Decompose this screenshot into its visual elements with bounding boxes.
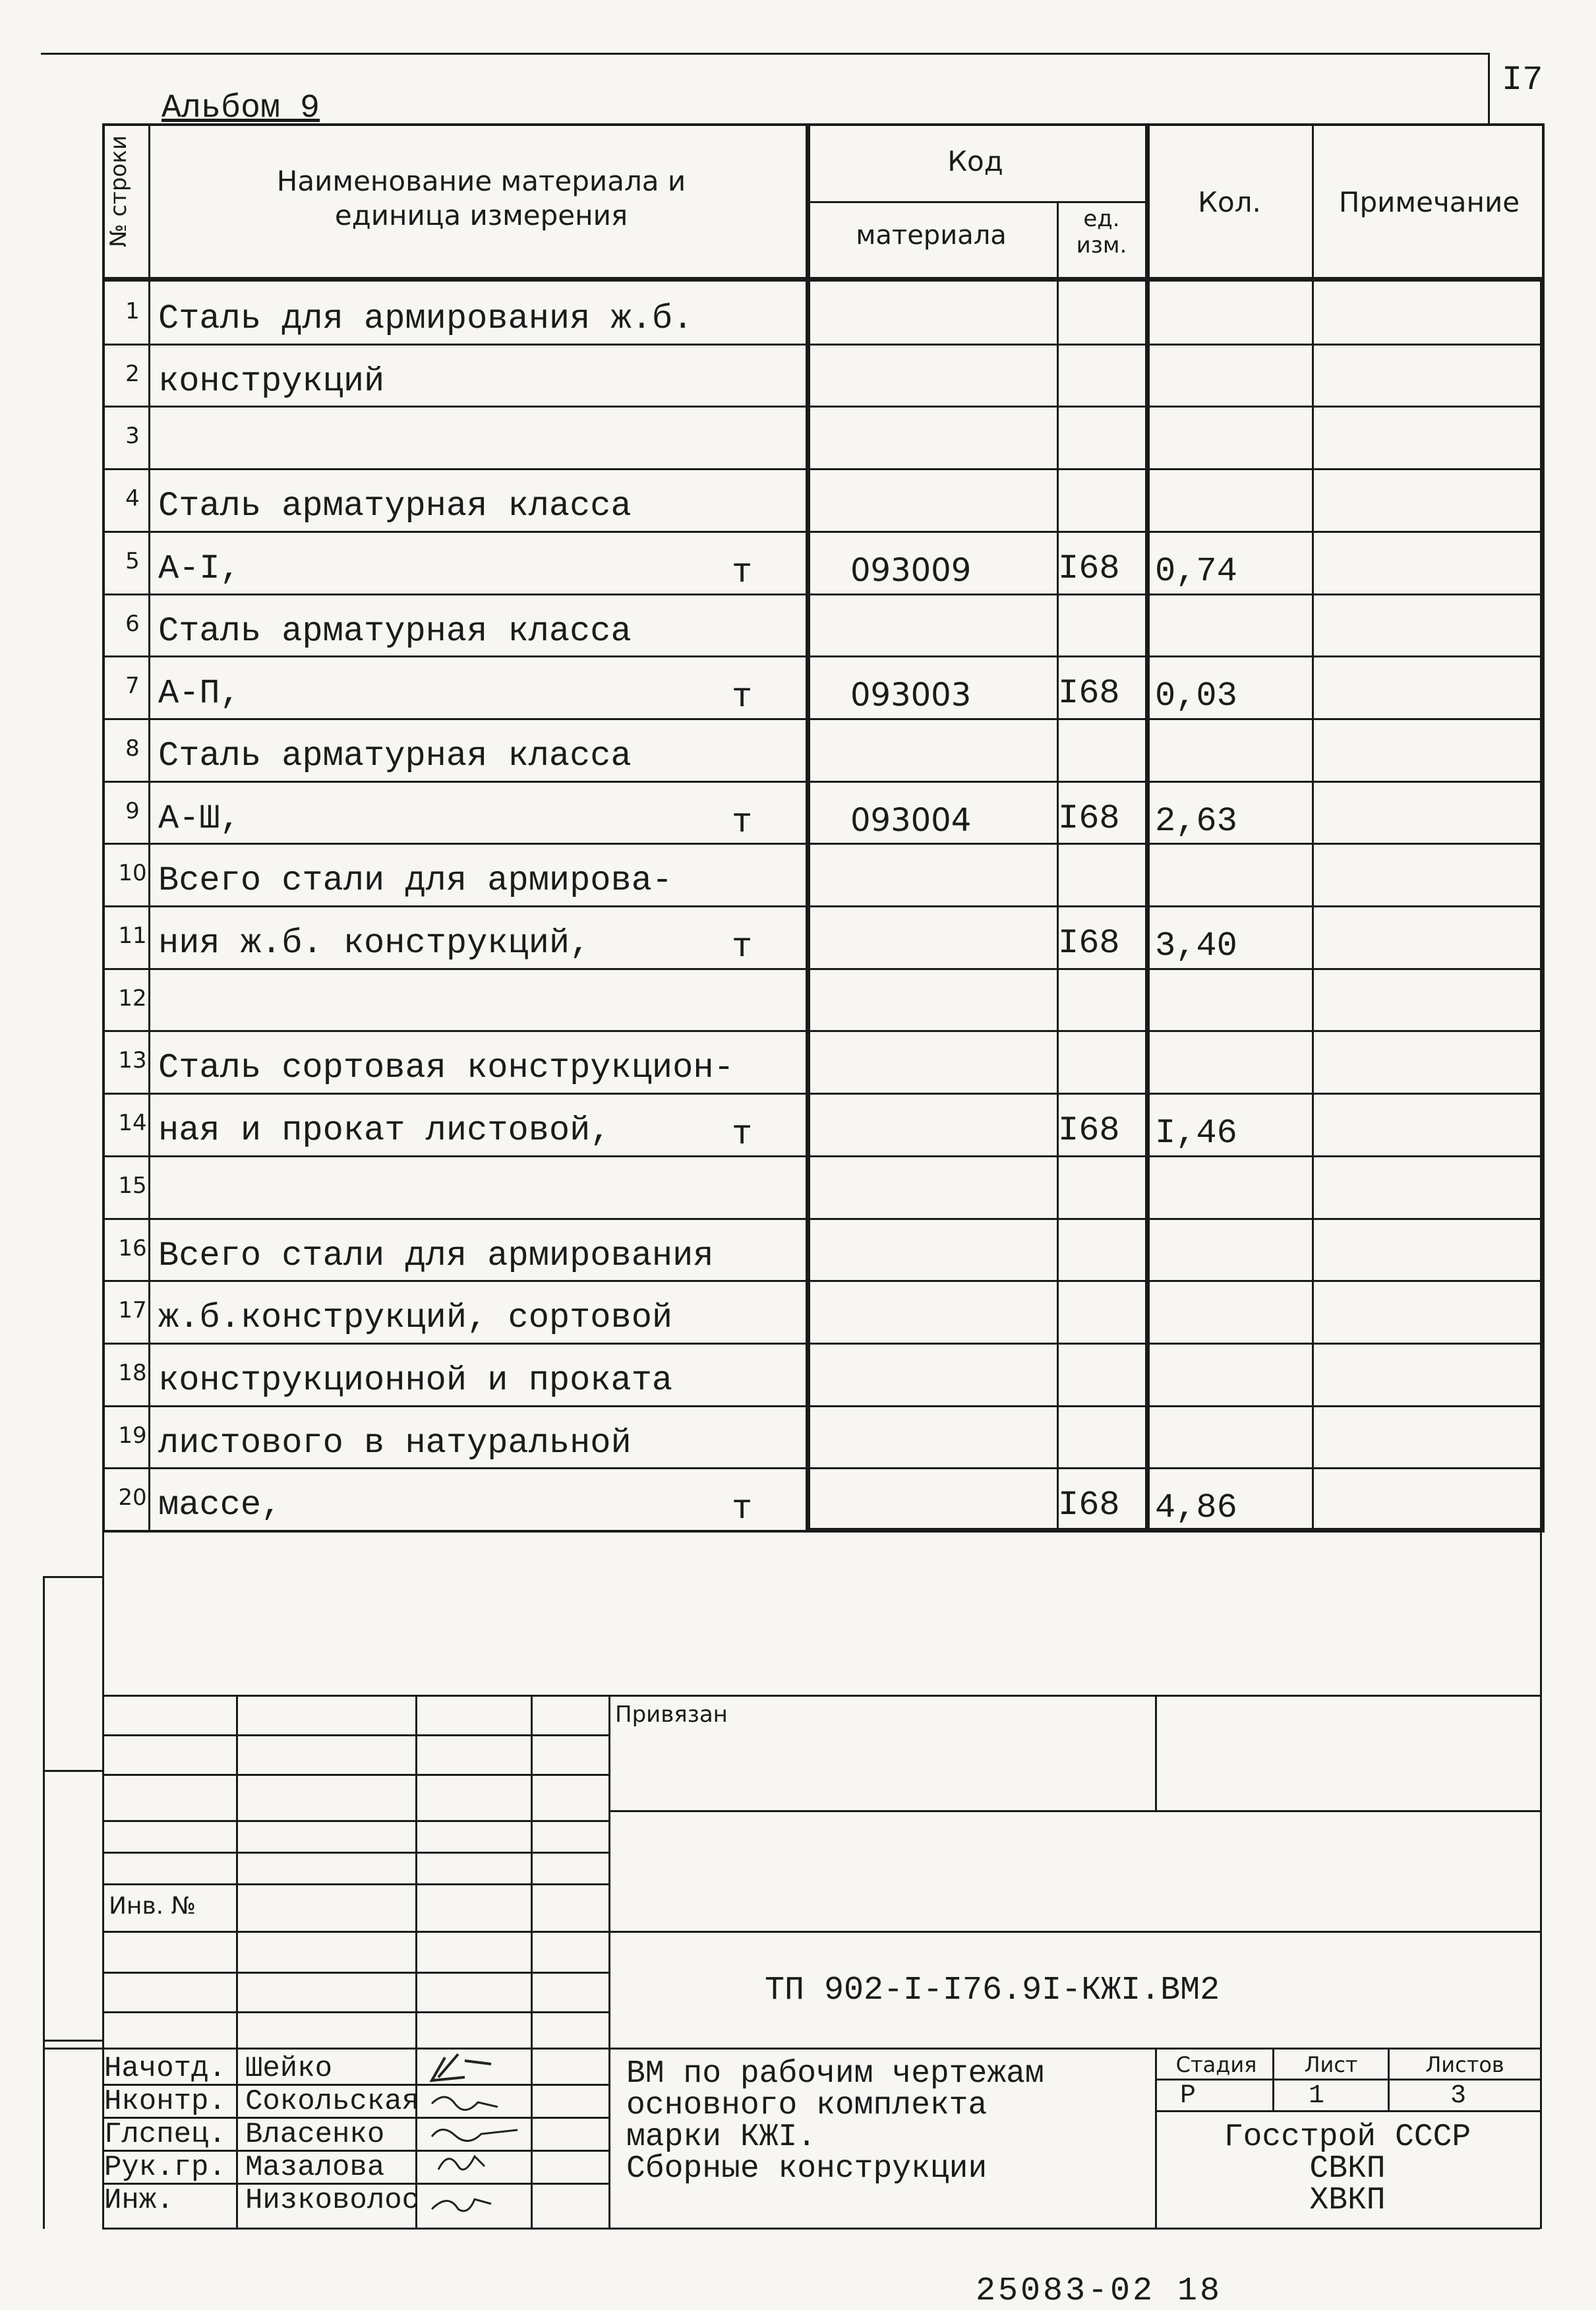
signatory-role: Инж. (104, 2184, 174, 2217)
material-name: Сталь арматурная класса (158, 487, 632, 526)
material-name: ж.б.конструкций, сортовой (158, 1298, 673, 1338)
sheet-value: 1 (1309, 2081, 1325, 2111)
row-divider (102, 718, 1545, 720)
unit-code: I68 (1058, 924, 1120, 963)
row-number: 6 (125, 610, 140, 637)
stamp-col-4 (608, 1695, 610, 2229)
signatory-role: Глспец. (104, 2118, 226, 2151)
stamp-top-line (102, 1695, 1540, 1697)
page-number: I7 (1502, 61, 1543, 100)
row-divider (102, 1218, 1545, 1220)
header-unit-line2: изм. (1076, 232, 1127, 258)
quantity: 0,74 (1155, 551, 1237, 591)
row-number: 20 (118, 1484, 147, 1511)
org-line-1: Госстрой СССР (1224, 2119, 1471, 2155)
row-number: 5 (125, 547, 140, 574)
material-name: А-I, (158, 549, 241, 588)
material-code: 093003 (850, 677, 972, 714)
row-divider (102, 843, 1545, 845)
signatory-role: Начотд. (104, 2052, 226, 2085)
signatory-name: Сокольская (245, 2085, 420, 2118)
row-divider (102, 655, 1545, 657)
header-row-no: № строки (105, 135, 132, 247)
unit-of-measure: т (732, 1115, 753, 1155)
material-name: листового в натуральной (158, 1423, 632, 1463)
header-code: Код (947, 145, 1003, 177)
stamp-bottom-line (102, 2228, 1540, 2230)
sheets-value: 3 (1450, 2081, 1467, 2111)
top-rule (41, 53, 1488, 55)
stamp-row-8 (102, 2011, 608, 2013)
unit-code: I68 (1058, 1486, 1120, 1525)
stamp-privyazan-bottom (608, 1810, 1540, 1812)
unit-code: I68 (1058, 799, 1120, 838)
stamp-col-privyazan (1155, 1695, 1157, 1810)
row-divider (102, 968, 1545, 970)
stamp-stage-header-line (1155, 2079, 1540, 2081)
row-divider (102, 406, 1545, 408)
header-name-line1: Наименование материала и (276, 165, 686, 197)
quantity: 3,40 (1155, 927, 1237, 965)
material-code: 093004 (850, 801, 972, 839)
material-name: Всего стали для армирования (158, 1236, 714, 1275)
material-name: Сталь сортовая конструкцион- (158, 1049, 734, 1088)
material-name: А-П, (158, 674, 241, 714)
row-number: 17 (118, 1297, 147, 1324)
row-number: 2 (125, 360, 140, 387)
quantity: 2,63 (1155, 801, 1237, 841)
row-number: 4 (125, 485, 140, 512)
row-number: 8 (125, 735, 140, 762)
row-divider (102, 781, 1545, 783)
header-material: материала (856, 220, 1007, 251)
signatory-name: Мазалова (245, 2151, 385, 2184)
material-name: Сталь арматурная класса (158, 611, 632, 651)
row-divider (102, 1280, 1545, 1282)
document-code: ТП 902-I-I76.9I-КЖI.ВМ2 (765, 1972, 1220, 2009)
description-line-1: ВМ по рабочим чертежам (626, 2056, 1044, 2092)
row-divider (102, 344, 1545, 346)
row-number: 1 (125, 298, 140, 324)
signatory-role: Рук.гр. (104, 2151, 226, 2184)
signatory-name: Шейко (245, 2052, 333, 2085)
material-name: конструкционной и проката (158, 1360, 673, 1400)
album-label: Альбом 9 (162, 90, 320, 127)
unit-of-measure: т (732, 1490, 753, 1529)
material-name: конструкций (158, 361, 385, 401)
description-line-3: марки КЖI. (626, 2119, 817, 2155)
stamp-row-2 (102, 1774, 608, 1776)
unit-of-measure: т (732, 553, 753, 592)
unit-code: I68 (1058, 1111, 1120, 1151)
row-divider (102, 1030, 1545, 1032)
row-divider (102, 905, 1545, 907)
material-name: А-Ш, (158, 799, 241, 838)
header-note: Примечание (1338, 186, 1520, 218)
page-number-frame (1488, 53, 1490, 125)
material-name: ная и прокат листовой, (158, 1111, 611, 1151)
archive-number: 25083-02 18 (976, 2272, 1223, 2310)
signatory-name: Низковолос (245, 2184, 420, 2217)
row-number: 18 (118, 1359, 147, 1386)
side-tick-mid (43, 1770, 103, 1772)
material-code: 093009 (850, 551, 972, 589)
unit-code: I68 (1058, 549, 1120, 588)
material-name: ния ж.б. конструкций, (158, 924, 591, 963)
unit-of-measure: т (732, 678, 753, 717)
row-number: 13 (118, 1047, 147, 1074)
side-tick-top (43, 1576, 103, 1578)
row-number: 16 (118, 1234, 147, 1261)
row-number: 12 (118, 985, 147, 1012)
row-number: 15 (118, 1172, 147, 1199)
quantity: 0,03 (1155, 677, 1237, 716)
header-name-line2: единица измерения (334, 199, 628, 231)
row-number: 9 (125, 797, 140, 824)
stamp-row-4 (102, 1852, 608, 1854)
row-number: 19 (118, 1422, 147, 1449)
stamp-right-border (1540, 1533, 1542, 2229)
sheet-label: Лист (1304, 2052, 1358, 2077)
row-divider (102, 1343, 1545, 1345)
description-line-4: Сборные конструкции (626, 2151, 988, 2187)
row-divider (102, 1093, 1545, 1095)
row-number: 7 (125, 673, 140, 700)
stage-value: Р (1180, 2081, 1197, 2111)
row-divider (102, 1467, 1545, 1469)
stamp-stage-value-line (1155, 2110, 1540, 2112)
unit-code: I68 (1058, 674, 1120, 714)
row-number: 14 (118, 1110, 147, 1137)
handwritten-signatures (419, 2051, 531, 2228)
description-line-2: основного комплекта (626, 2088, 988, 2123)
stamp-row-1 (102, 1734, 608, 1736)
material-name: Сталь для армирования ж.б. (158, 299, 694, 338)
row-number: 10 (118, 860, 147, 887)
quantity: I,46 (1155, 1114, 1237, 1153)
inv-no-label: Инв. № (109, 1893, 196, 1920)
row-divider (102, 468, 1545, 470)
row-number: 3 (125, 423, 140, 450)
stamp-row-9 (43, 2048, 1540, 2050)
material-name: Всего стали для армирова- (158, 861, 673, 901)
material-name: массе, (158, 1486, 282, 1525)
header-unit-line1: ед. (1083, 206, 1120, 232)
signatory-role: Нконтр. (104, 2085, 226, 2118)
stamp-row-5 (102, 1883, 608, 1885)
sheets-label: Листов (1425, 2052, 1504, 2077)
row-divider (102, 531, 1545, 533)
signatory-name: Власенко (245, 2118, 385, 2151)
stage-label: Стадия (1175, 2052, 1257, 2077)
quantity: 4,86 (1155, 1488, 1237, 1528)
row-number: 11 (118, 923, 147, 949)
row-divider (102, 593, 1545, 595)
code-subheader-line (806, 201, 1145, 203)
org-line-3: ХВКП (1309, 2183, 1386, 2218)
side-tick-low (43, 2040, 103, 2042)
row-divider (102, 1155, 1545, 1157)
org-line-2: СВКП (1309, 2151, 1386, 2187)
stamp-row-6 (102, 1931, 1540, 1933)
side-binding-line (43, 1576, 45, 2229)
row-divider (102, 1405, 1545, 1407)
material-name: Сталь арматурная класса (158, 736, 632, 775)
header-qty: Кол. (1198, 186, 1261, 218)
privyazan-label: Привязан (615, 1701, 728, 1728)
stamp-row-3 (102, 1820, 608, 1822)
stamp-row-7 (102, 1972, 608, 1974)
unit-of-measure: т (732, 928, 753, 967)
unit-of-measure: т (732, 803, 753, 842)
